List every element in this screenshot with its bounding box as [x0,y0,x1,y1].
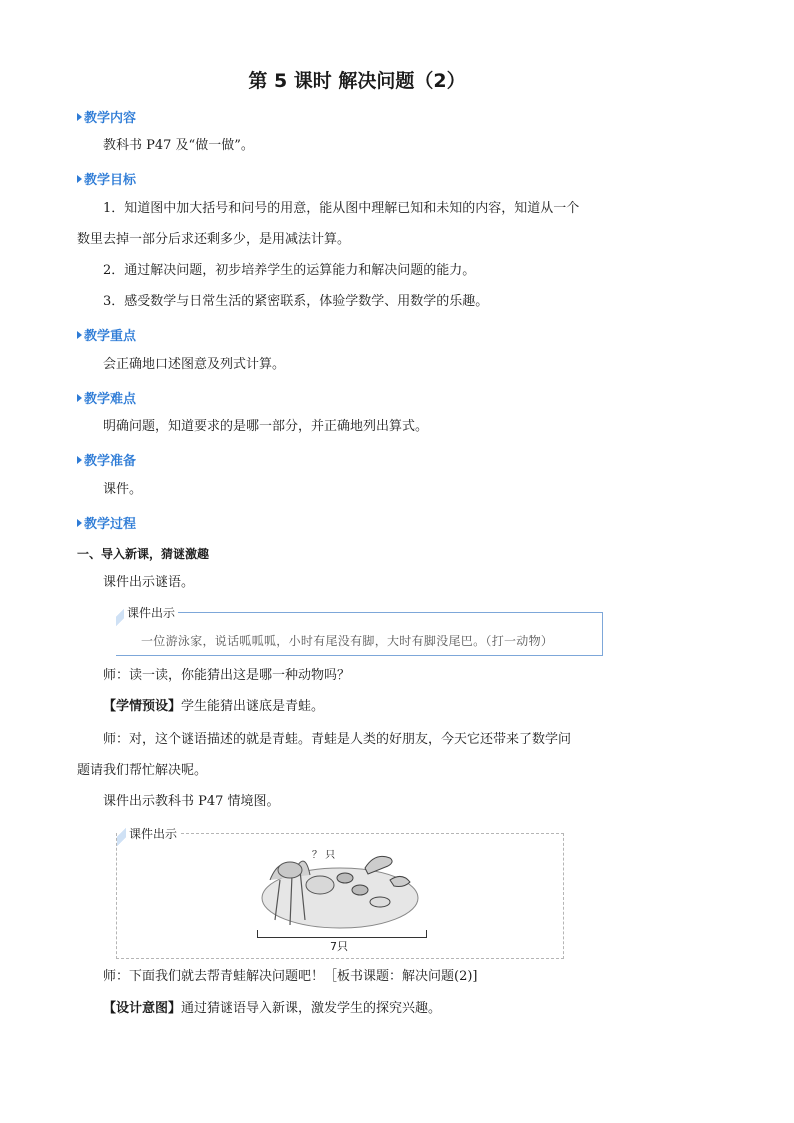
courseware-tag: 课件出示 [124,604,178,621]
triangle-icon [77,456,82,464]
figure-total-label: 7只 [330,940,348,953]
step-1-heading: 一、导入新课，猜谜激趣 [77,547,210,561]
step-1-para-5: 课件出示教科书 P47 情境图。 [103,794,280,809]
goal-1-line-1: 1．知道图中加大括号和问号的用意，能从图中理解已知和未知的内容，知道从一个 [103,201,580,216]
step-1-para-7: 【设计意图】通过猜谜语导入新课，激发学生的探究兴趣。 [103,1001,442,1016]
prep-text: 课件。 [103,482,143,497]
triangle-icon [77,175,82,183]
section-heading-key: 教学重点 [77,325,136,344]
step-1-para-3: 【学情预设】学生能猜出谜底是青蛙。 [103,699,325,714]
riddle-text: 一位游泳家，说话呱呱呱，小时有尾没有脚，大时有脚没尾巴。（打一动物） [141,634,554,648]
triangle-icon [77,394,82,402]
goal-2: 2．通过解决问题，初步培养学生的运算能力和解决问题的能力。 [103,263,476,278]
step-1-para-2: 师：读一读，你能猜出这是哪一种动物吗？ [103,668,351,683]
section-heading-process: 教学过程 [77,513,136,532]
triangle-icon [77,331,82,339]
section-heading-content: 教学内容 [77,107,136,126]
step-1-para-4-line-1: 师：对，这个谜语描述的就是青蛙。青蛙是人类的好朋友，今天它还带来了数学问 [103,732,572,747]
step-1-para-4-line-2: 题请我们帮忙解决呢。 [77,763,208,778]
content-text: 教科书 P47 及“做一做”。 [103,138,254,153]
section-heading-prep: 教学准备 [77,450,136,469]
goal-3: 3．感受数学与日常生活的紧密联系，体验学数学、用数学的乐趣。 [103,294,489,309]
section-heading-goals: 教学目标 [77,169,136,188]
goal-1-line-2: 数里去掉一部分后求还剩多少，是用减法计算。 [77,232,351,247]
difficulty-text: 明确问题，知道要求的是哪一部分，并正确地列出算式。 [103,419,429,434]
triangle-icon [77,113,82,121]
courseware-tag: 课件出示 [126,825,180,842]
page-title: 第 5 课时 解决问题（2） [248,70,466,92]
brace-icon [257,930,427,938]
section-heading-difficulty: 教学难点 [77,388,136,407]
figure-question-label: ？ 只 [312,850,336,861]
key-text: 会正确地口述图意及列式计算。 [103,357,286,372]
step-1-para-6: 师：下面我们就去帮青蛙解决问题吧！［板书课题：解决问题(2)] [103,969,478,984]
step-1-para-1: 课件出示谜语。 [103,575,195,590]
triangle-icon [77,519,82,527]
